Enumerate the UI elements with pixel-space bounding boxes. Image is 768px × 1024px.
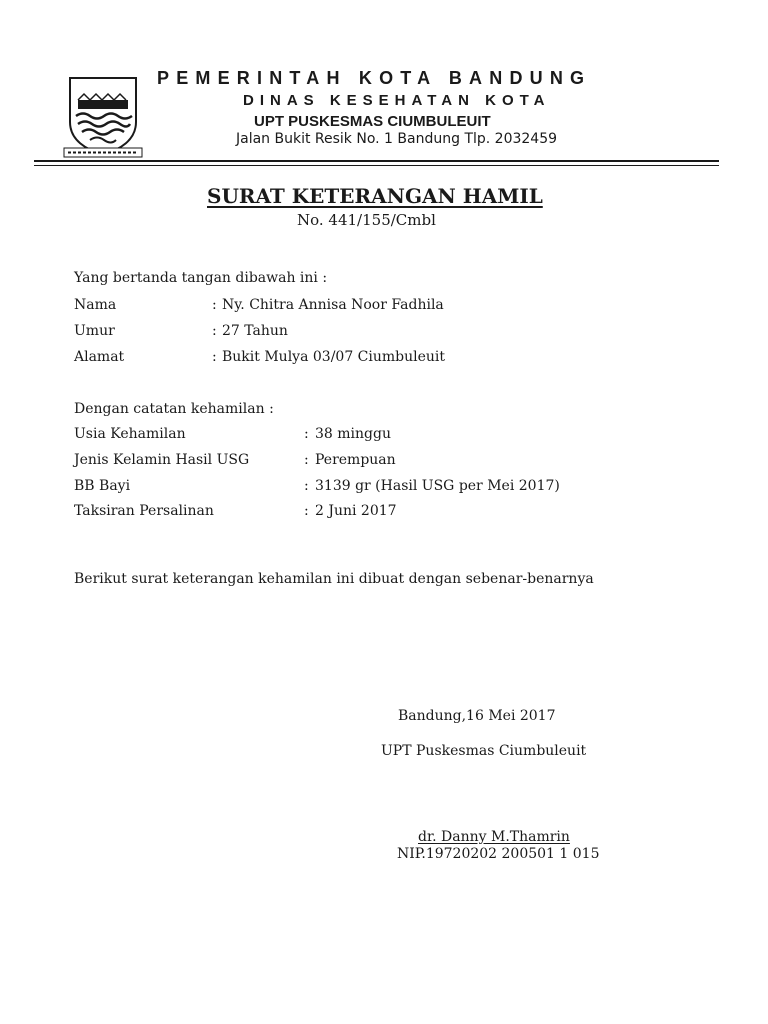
letterhead-department: DINAS KESEHATAN KOTA <box>243 92 551 109</box>
closing-statement: Berikut surat keterangan kehamilan ini dibuat dengan sebenar-benarnya <box>74 571 594 587</box>
field-value-bb-bayi: 3139 gr (Hasil USG per Mei 2017) <box>315 478 560 494</box>
field-label-bb-bayi: BB Bayi <box>74 478 131 494</box>
header-divider-thin <box>34 165 719 166</box>
field-value-umur: 27 Tahun <box>222 323 288 339</box>
field-label-taksiran-persalinan: Taksiran Persalinan <box>74 503 214 519</box>
field-value-taksiran-persalinan: 2 Juni 2017 <box>315 503 397 519</box>
letterhead-clinic: UPT PUSKESMAS CIUMBULEUIT <box>254 113 491 130</box>
letterhead-address: Jalan Bukit Resik No. 1 Bandung Tlp. 2032459 <box>236 131 558 147</box>
field-value-alamat: Bukit Mulya 03/07 Ciumbuleuit <box>222 349 446 365</box>
document-title: SURAT KETERANGAN HAMIL <box>207 184 543 208</box>
field-separator: : <box>304 452 309 468</box>
field-label-alamat: Alamat <box>74 349 125 365</box>
signer-intro: Yang bertanda tangan dibawah ini : <box>74 270 328 286</box>
field-label-jenis-kelamin: Jenis Kelamin Hasil USG <box>74 452 250 468</box>
field-label-umur: Umur <box>74 323 115 339</box>
pregnancy-intro: Dengan catatan kehamilan : <box>74 401 274 417</box>
field-value-jenis-kelamin: Perempuan <box>315 452 396 468</box>
document-number: No. 441/155/Cmbl <box>297 211 436 229</box>
field-separator: : <box>212 323 217 339</box>
signing-institution: UPT Puskesmas Ciumbuleuit <box>381 743 587 759</box>
header-divider-thick <box>34 160 719 162</box>
field-separator: : <box>304 503 309 519</box>
place-date: Bandung,16 Mei 2017 <box>398 708 556 724</box>
field-separator: : <box>304 478 309 494</box>
field-label-usia-kehamilan: Usia Kehamilan <box>74 426 186 442</box>
field-value-usia-kehamilan: 38 minggu <box>315 426 391 442</box>
field-separator: : <box>304 426 309 442</box>
field-label-nama: Nama <box>74 297 117 313</box>
field-separator: : <box>212 297 217 313</box>
field-value-nama: Ny. Chitra Annisa Noor Fadhila <box>222 297 444 313</box>
letterhead-government: PEMERINTAH KOTA BANDUNG <box>157 68 592 88</box>
city-emblem-icon <box>60 70 146 160</box>
signer-nip: NIP.19720202 200501 1 015 <box>397 846 600 862</box>
field-separator: : <box>212 349 217 365</box>
signer-name: dr. Danny M.Thamrin <box>418 829 570 845</box>
